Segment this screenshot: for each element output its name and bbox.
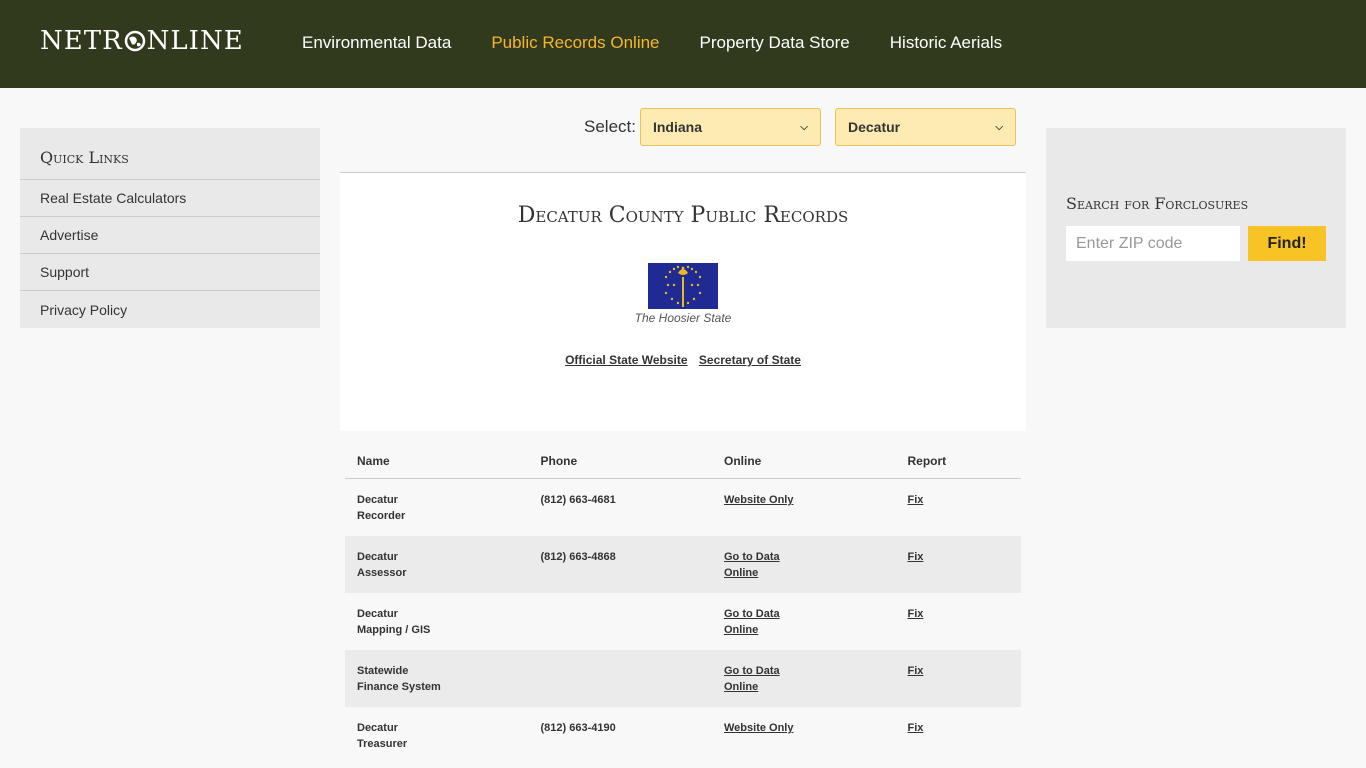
online-link[interactable]	[724, 549, 896, 581]
column-header-phone: Phone	[540, 454, 578, 468]
quick-link-item	[20, 254, 320, 291]
record-report	[896, 492, 1022, 508]
official-state-website-link[interactable]: Official State Website	[565, 353, 688, 367]
top-navigation-bar	[0, 0, 1366, 88]
record-report	[896, 663, 1022, 679]
nav-property-data-store[interactable]: Property Data Store	[699, 33, 850, 52]
main-nav	[302, 33, 1042, 53]
record-name	[345, 492, 529, 524]
column-header-report: Report	[907, 454, 947, 468]
foreclosure-search-title: Search for Forclosures	[1066, 194, 1249, 213]
online-link-line1: Website Only	[724, 722, 794, 734]
record-phone: (812) 663-4868	[540, 551, 616, 563]
record-online	[712, 549, 896, 581]
record-report	[896, 549, 1022, 565]
online-link[interactable]	[724, 720, 896, 736]
fix-link[interactable]: Fix	[907, 665, 924, 677]
online-link-line1: Website Only	[724, 494, 794, 506]
zip-code-input[interactable]: Enter ZIP code	[1066, 226, 1240, 261]
state-links	[340, 353, 1026, 367]
indiana-flag-icon	[648, 263, 718, 309]
record-online	[712, 663, 896, 695]
records-table	[345, 436, 1021, 764]
record-name	[345, 549, 529, 581]
table-header	[345, 436, 1021, 479]
foreclosure-search-panel	[1046, 128, 1346, 328]
quick-links-list	[20, 180, 320, 328]
record-name-line1: Decatur	[357, 551, 398, 563]
county-select[interactable]	[835, 108, 1016, 146]
fix-link[interactable]: Fix	[907, 494, 924, 506]
nav-environmental-data[interactable]: Environmental Data	[302, 33, 452, 52]
chevron-down-icon: ⌵	[995, 121, 1003, 133]
record-online	[712, 720, 896, 736]
nav-historic-aerials[interactable]: Historic Aerials	[889, 33, 1003, 52]
online-link[interactable]	[724, 663, 896, 695]
record-name-line1: Statewide	[357, 665, 409, 677]
record-phone: (812) 663-4681	[540, 494, 616, 506]
quick-link-item	[20, 180, 320, 217]
state-nickname: The Hoosier State	[634, 311, 732, 325]
quick-links-panel	[20, 128, 320, 328]
record-online	[712, 492, 896, 508]
state-select-value: Indiana	[652, 119, 702, 135]
record-name-line2: Mapping / GIS	[357, 624, 431, 636]
record-report	[896, 606, 1022, 622]
online-link-line1: Go to Data	[724, 551, 780, 563]
chevron-down-icon: ⌵	[800, 121, 808, 133]
record-name-line2: Finance System	[357, 681, 441, 693]
link-real-estate-calculators[interactable]: Real Estate Calculators	[40, 190, 187, 206]
link-advertise[interactable]: Advertise	[40, 227, 99, 243]
online-link-line2: Online	[724, 567, 759, 579]
find-button[interactable]: Find!	[1248, 226, 1326, 261]
fix-link[interactable]: Fix	[907, 722, 924, 734]
record-name-line1: Decatur	[357, 494, 398, 506]
link-support[interactable]: Support	[40, 264, 90, 280]
quick-link-item	[20, 217, 320, 254]
fix-link[interactable]: Fix	[907, 608, 924, 620]
table-row	[345, 536, 1021, 593]
record-name	[345, 720, 529, 752]
nav-public-records-online[interactable]: Public Records Online	[491, 33, 660, 52]
column-header-name: Name	[357, 454, 390, 468]
quick-links-title: Quick Links	[20, 128, 320, 180]
netronline-logo[interactable]	[40, 26, 244, 56]
table-row	[345, 593, 1021, 650]
secretary-of-state-link[interactable]: Secretary of State	[698, 353, 801, 367]
globe-icon	[124, 30, 146, 52]
column-header-online: Online	[724, 454, 762, 468]
fix-link[interactable]: Fix	[907, 551, 924, 563]
record-name-line2: Assessor	[357, 567, 407, 579]
record-online	[712, 606, 896, 638]
record-name-line1: Decatur	[357, 722, 398, 734]
record-name	[345, 606, 529, 638]
online-link[interactable]	[724, 492, 896, 508]
county-records-card	[340, 172, 1026, 431]
table-row	[345, 650, 1021, 707]
record-name	[345, 663, 529, 695]
table-row	[345, 479, 1021, 536]
record-phone: (812) 663-4190	[540, 722, 616, 734]
online-link-line1: Go to Data	[724, 608, 780, 620]
online-link-line2: Online	[724, 624, 759, 636]
record-name-line1: Decatur	[357, 608, 398, 620]
logo-text-left: NETR	[40, 26, 123, 56]
table-row	[345, 707, 1021, 764]
record-report	[896, 720, 1022, 736]
online-link[interactable]	[724, 606, 896, 638]
select-label: Select:	[584, 117, 636, 136]
logo-text-right: NLINE	[146, 26, 244, 56]
state-select[interactable]	[640, 108, 821, 146]
record-name-line2: Recorder	[357, 510, 406, 522]
location-selector	[584, 108, 1016, 146]
link-privacy-policy[interactable]: Privacy Policy	[40, 301, 128, 318]
county-select-value: Decatur	[847, 119, 901, 135]
online-link-line2: Online	[724, 681, 759, 693]
quick-link-item	[20, 291, 320, 328]
page-title: Decatur County Public Records	[517, 203, 849, 228]
record-name-line2: Treasurer	[357, 738, 408, 750]
online-link-line1: Go to Data	[724, 665, 780, 677]
